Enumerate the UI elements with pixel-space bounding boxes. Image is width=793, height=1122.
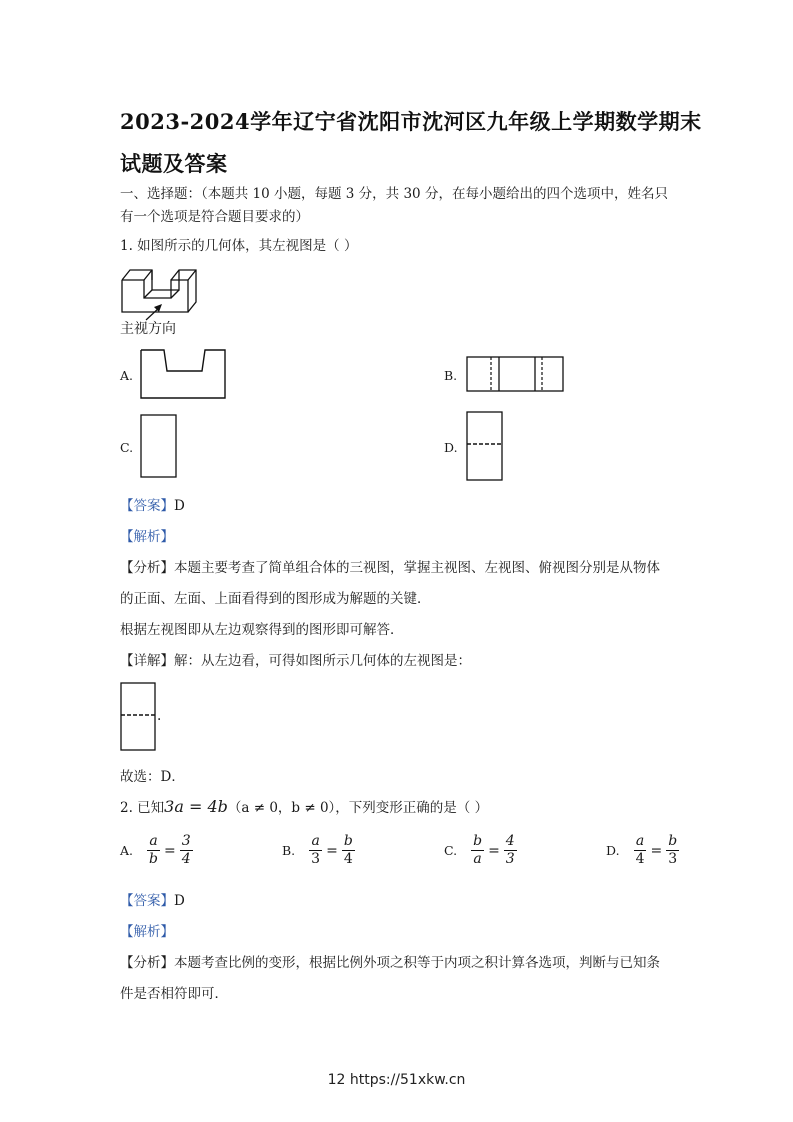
q2-stem	[120, 797, 488, 818]
q2-option-b: B. $\frac{a}{3}$ = $\frac{b}{4}$	[282, 833, 353, 867]
q1-answer	[120, 496, 185, 516]
q1-option-b-label: B.	[444, 368, 458, 383]
q1-solution-figure	[120, 682, 160, 754]
q1-solid-figure	[118, 265, 208, 320]
q1-solution-period: .	[157, 708, 162, 724]
q2-option-a-label: A.	[120, 843, 134, 858]
q1-option-c-figure	[140, 414, 180, 480]
q1-figure-caption: 主视方向	[120, 321, 176, 337]
q1-option-d-figure	[466, 411, 506, 483]
xiangjie-text: 解：从左边看，可得如图所示几何体的左视图是：	[174, 653, 471, 669]
q2-option-d-label: D.	[606, 843, 620, 858]
q1-fenxi-line3: 根据左视图即从左边观察得到的图形即可解答．	[120, 622, 404, 638]
xiangjie-tag: 【详解】	[120, 653, 174, 669]
q2-option-b-label: B.	[282, 843, 296, 858]
page-title: 2023-2024学年辽宁省沈阳市沈河区九年级上学期数学期末	[120, 109, 702, 134]
q1-option-a-label: A.	[120, 368, 134, 383]
q1-option-d-label: D.	[444, 440, 458, 455]
q2-option-c-label: C.	[444, 843, 458, 858]
q2-option-d: D. $\frac{a}{4}$ = $\frac{b}{3}$	[606, 833, 678, 867]
q1-conclusion: 故选：D．	[120, 769, 185, 785]
fenxi-text: 本题考查比例的变形，根据比例外项之积等于内项之积计算各选项，判断与已知条	[174, 955, 660, 971]
fenxi-text: 本题主要考查了简单组合体的三视图，掌握主视图、左视图、俯视图分别是从物体	[174, 560, 660, 576]
answer-tag: 【答案】	[120, 498, 174, 514]
page-title-continued: 试题及答案	[120, 151, 228, 176]
q1-fenxi-line1	[120, 558, 660, 578]
answer-value: D	[174, 498, 185, 514]
answer-tag: 【答案】	[120, 893, 174, 909]
page-footer: 12 https://51xkw.cn	[327, 1072, 466, 1088]
q1-stem: 1. 如图所示的几何体，其左视图是（ ）	[120, 238, 358, 254]
q2-fenxi-line1	[120, 953, 660, 973]
q1-analysis-tag: 【解析】	[120, 529, 174, 545]
q2-answer	[120, 891, 185, 911]
q2-option-a: A. $\frac{a}{b}$ = $\frac{3}{4}$	[120, 833, 191, 867]
q1-option-a-figure	[140, 349, 230, 401]
section-header-line1: 一、选择题：（本题共 10 小题，每题 3 分，共 30 分，在每小题给出的四个选项中，姓名只	[120, 186, 668, 202]
q2-option-c: C. $\frac{b}{a}$ = $\frac{4}{3}$	[444, 833, 515, 867]
q1-fenxi-line2: 的正面、左面、上面看得到的图形成为解题的关键．	[120, 591, 431, 607]
q2-stem-condition: （a ≠ 0，b ≠ 0），下列变形正确的是（ ）	[227, 800, 489, 816]
q1-option-c-label: C.	[120, 440, 134, 455]
q2-analysis-tag: 【解析】	[120, 924, 174, 940]
q1-xiangjie	[120, 651, 471, 671]
q1-option-b-figure	[466, 356, 566, 394]
answer-value: D	[174, 893, 185, 909]
q2-stem-prefix: 2. 已知	[120, 800, 165, 816]
q2-stem-math: 3a = 4b	[164, 797, 228, 816]
q2-fenxi-line2: 件是否相符即可．	[120, 986, 228, 1002]
section-header-line2: 有一个选项是符合题目要求的）	[120, 209, 309, 225]
fenxi-tag: 【分析】	[120, 560, 174, 576]
fenxi-tag: 【分析】	[120, 955, 174, 971]
